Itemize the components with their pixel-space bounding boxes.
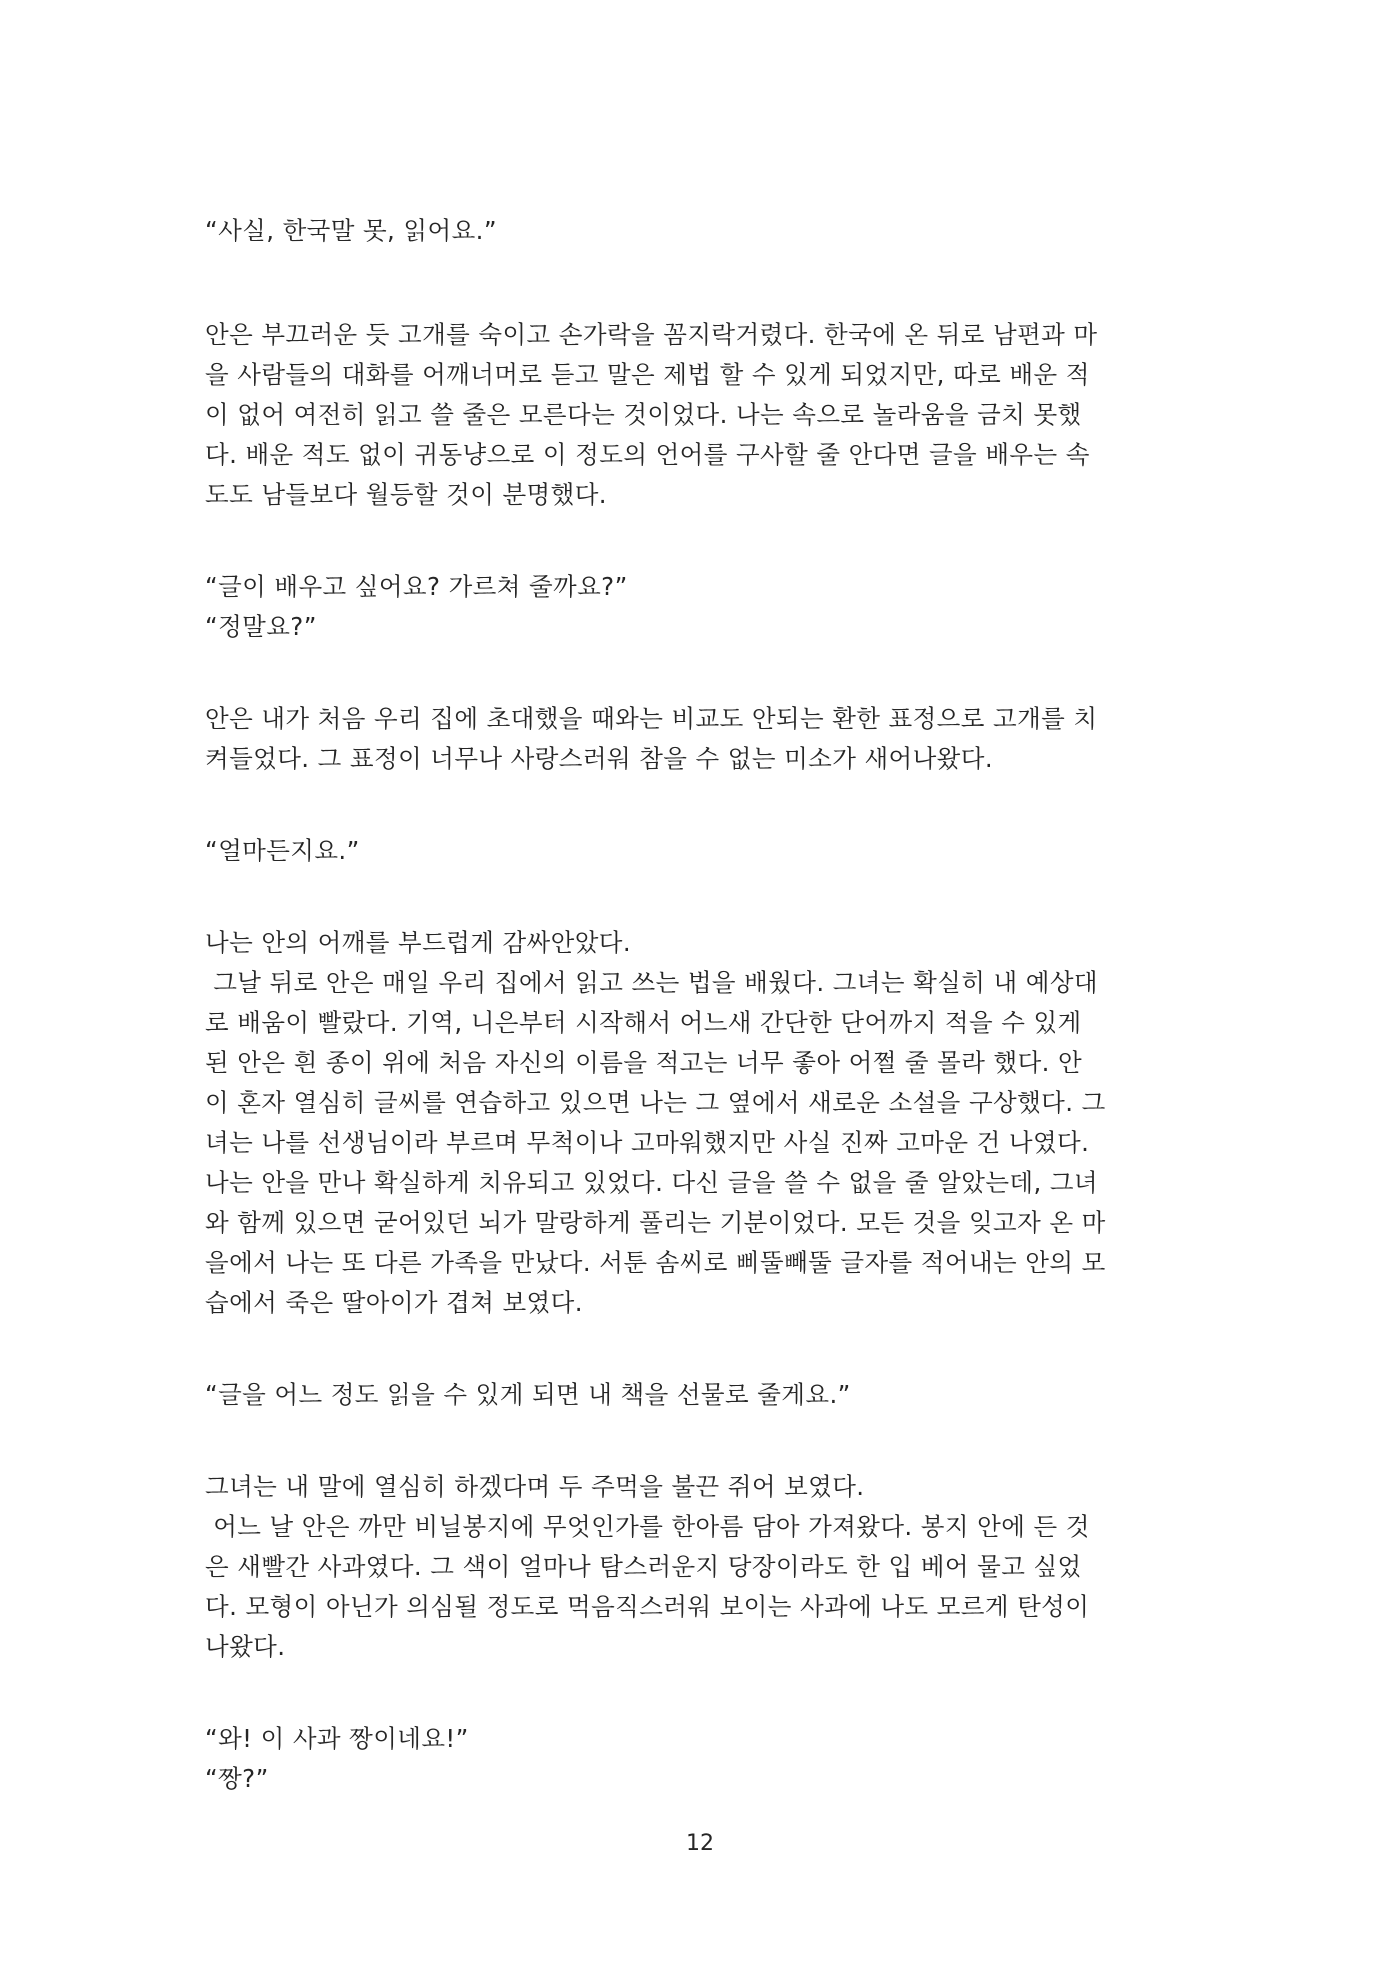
paragraph-gap: [205, 871, 1205, 923]
text-line: 도도 남들보다 월등할 것이 분명했다.: [205, 480, 607, 509]
text-line: 녀는 나를 선생님이라 부르며 무척이나 고마워했지만 사실 진짜 고마운 건 나였다.: [205, 1128, 1090, 1157]
text-line: 로 배움이 빨랐다. 기역, 니은부터 시작해서 어느새 간단한 단어까지 적을 수 있게: [205, 1008, 1082, 1037]
text-line: 나는 안의 어깨를 부드럽게 감싸안았다.: [205, 928, 632, 957]
text-line: 을에서 나는 또 다른 가족을 만났다. 서툰 솜씨로 삐뚤빼뚤 글자를 적어내는 안의 모: [205, 1248, 1106, 1277]
text-line: 습에서 죽은 딸아이가 겹쳐 보였다.: [205, 1288, 583, 1317]
text-line: 이 혼자 열심히 글씨를 연습하고 있으면 나는 그 옆에서 새로운 소설을 구상했다. 그: [205, 1088, 1106, 1117]
text-line: 나왔다.: [205, 1632, 286, 1661]
text-line: “사실, 한국말 못, 읽어요.”: [205, 216, 497, 245]
text-line: 어느 날 안은 까만 비닐봉지에 무엇인가를 한아름 담아 가져왔다. 봉지 안에 든 것: [205, 1512, 1090, 1541]
paragraph-gap: [205, 515, 1205, 567]
text-line: 된 안은 흰 종이 위에 처음 자신의 이름을 적고는 너무 좋아 어쩔 줄 몰라 했다. 안: [205, 1048, 1083, 1077]
paragraph-gap: [205, 1415, 1205, 1467]
text-line: 다. 배운 적도 없이 귀동냥으로 이 정도의 언어를 구사할 줄 안다면 글을 배우는 속: [205, 440, 1090, 469]
text-line: 나는 안을 만나 확실하게 치유되고 있었다. 다신 글을 쓸 수 없을 줄 알았는데, 그녀: [205, 1168, 1098, 1197]
text-line: 그날 뒤로 안은 매일 우리 집에서 읽고 쓰는 법을 배웠다. 그녀는 확실히 내 예상대: [205, 968, 1098, 997]
paragraph-gap: [205, 779, 1205, 831]
text-line: “얼마든지요.”: [205, 836, 360, 865]
text-line: “글이 배우고 싶어요? 가르쳐 줄까요?”: [205, 572, 628, 601]
text-line: “정말요?”: [205, 612, 317, 641]
page-number: 12: [686, 1831, 714, 1856]
text-line: 이 없어 여전히 읽고 쓸 줄은 모른다는 것이었다. 나는 속으로 놀라움을 금치 못했: [205, 400, 1082, 429]
text-line: 와 함께 있으면 굳어있던 뇌가 말랑하게 풀리는 기분이었다. 모든 것을 잊고자 온 마: [205, 1208, 1106, 1237]
text-line: 그녀는 내 말에 열심히 하겠다며 두 주먹을 불끈 쥐어 보였다.: [205, 1472, 865, 1501]
text-line: “와! 이 사과 짱이네요!”: [205, 1724, 469, 1753]
paragraph-gap: [205, 1323, 1205, 1375]
text-line: “글을 어느 정도 읽을 수 있게 되면 내 책을 선물로 줄게요.”: [205, 1380, 851, 1409]
paragraph-gap: [205, 251, 1205, 315]
text-line: 을 사람들의 대화를 어깨너머로 듣고 말은 제법 할 수 있게 되었지만, 따로 배운 적: [205, 360, 1090, 389]
text-line: 안은 부끄러운 듯 고개를 숙이고 손가락을 꼼지락거렸다. 한국에 온 뒤로 남편과 마: [205, 320, 1098, 349]
body-text: [205, 211, 1205, 1799]
text-line: 안은 내가 처음 우리 집에 초대했을 때와는 비교도 안되는 환한 표정으로 고개를 치: [205, 704, 1098, 733]
text-line: 다. 모형이 아닌가 의심될 정도로 먹음직스러워 보이는 사과에 나도 모르게 탄성이: [205, 1592, 1090, 1621]
text-line: 은 새빨간 사과였다. 그 색이 얼마나 탐스러운지 당장이라도 한 입 베어 물고 싶었: [205, 1552, 1082, 1581]
text-line: “짱?”: [205, 1764, 269, 1793]
paragraph-gap: [205, 647, 1205, 699]
text-line: 켜들었다. 그 표정이 너무나 사랑스러워 참을 수 없는 미소가 새어나왔다.: [205, 744, 994, 773]
paragraph-gap: [205, 1667, 1205, 1719]
